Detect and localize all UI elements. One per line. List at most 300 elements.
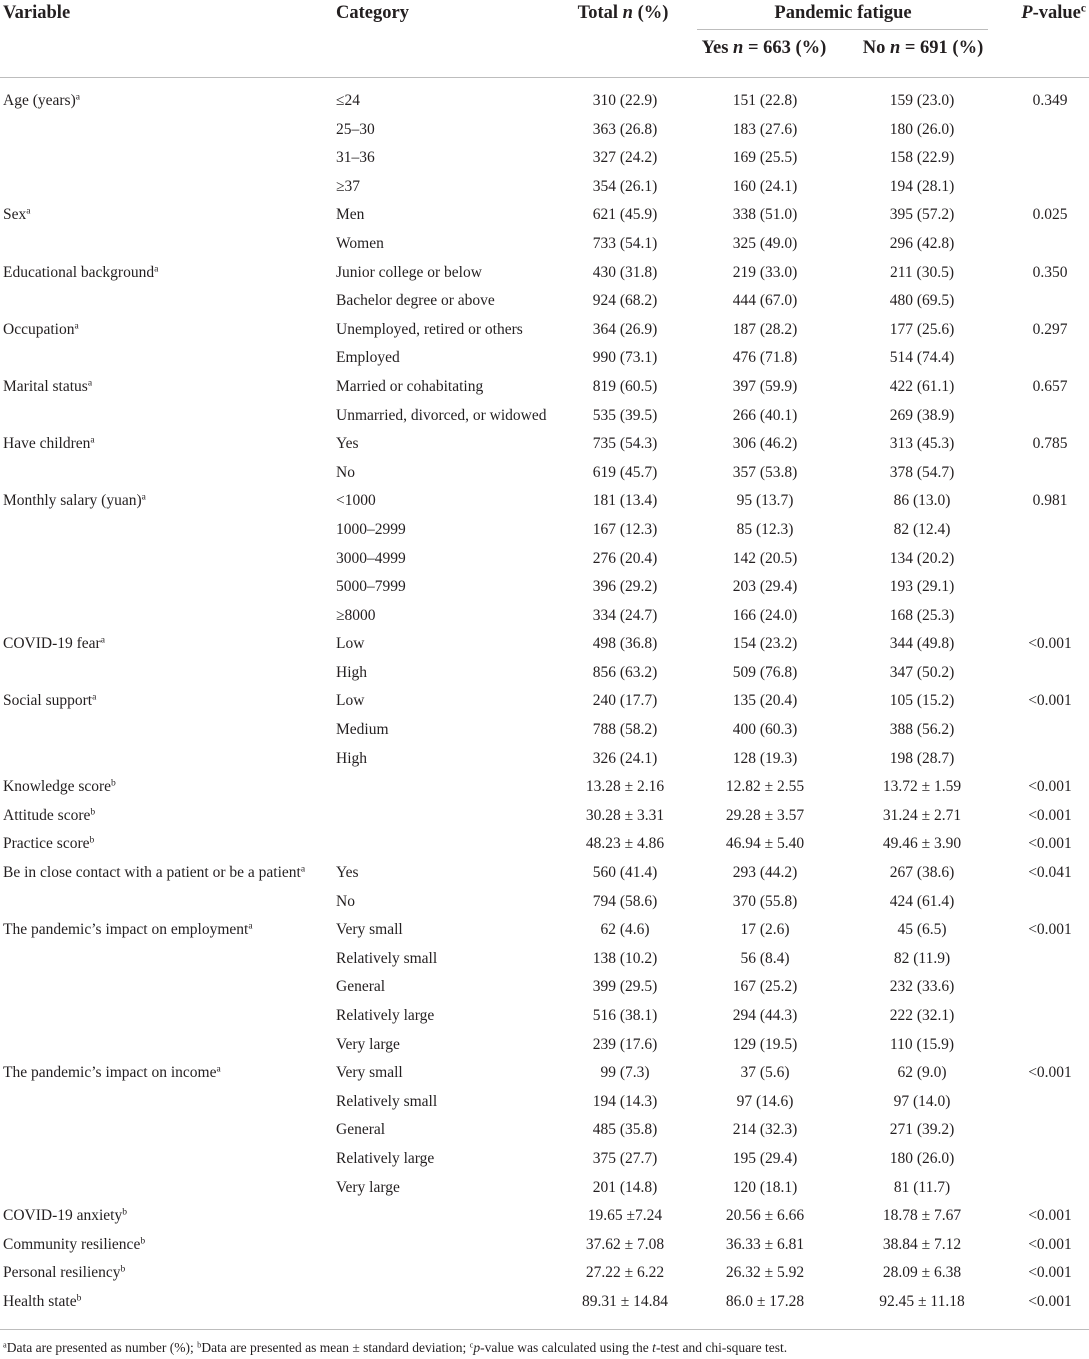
variable-name: Attitude score	[3, 806, 91, 824]
fatigue-yes-cell: 400 (60.3)	[732, 721, 798, 739]
variable-cell	[3, 687, 96, 716]
header-no-n: n	[889, 38, 901, 58]
variable-cell	[3, 316, 79, 345]
total-cell: 399 (29.5)	[592, 978, 658, 996]
total-cell: 181 (13.4)	[592, 492, 658, 510]
header-yes-n: n	[733, 38, 744, 58]
p-value-cell: 0.350	[1032, 263, 1068, 281]
variable-note: b	[76, 1292, 82, 1304]
total-cell: 560 (41.4)	[592, 864, 658, 882]
variable-note: a	[75, 91, 80, 103]
total-cell: 89.31 ± 14.84	[581, 1292, 668, 1310]
footnote-text: Data are presented as mean ± standard deviation;	[201, 1340, 470, 1355]
variable-name: The pandemic’s impact on income	[3, 1064, 217, 1082]
category-cell: Relatively large	[336, 1149, 435, 1167]
fatigue-no-cell: 424 (61.4)	[889, 892, 955, 910]
header-divider	[0, 77, 1089, 78]
category-cell: 25–30	[336, 120, 375, 138]
variable-note: b	[111, 777, 116, 789]
variable-note: a	[74, 320, 79, 332]
p-value-cell: <0.001	[1028, 1235, 1072, 1253]
fatigue-yes-cell: 167 (25.2)	[732, 978, 798, 996]
fatigue-no-cell: 313 (45.3)	[889, 435, 955, 453]
table-row	[0, 745, 1089, 774]
table-row	[0, 1059, 1089, 1088]
header-total	[543, 0, 703, 26]
fatigue-no-cell: 134 (20.2)	[889, 549, 955, 567]
total-cell: 430 (31.8)	[592, 263, 658, 281]
variable-note: a	[248, 920, 253, 932]
category-cell: Relatively small	[336, 1092, 438, 1110]
variable-name: Have children	[3, 435, 91, 453]
fatigue-no-cell: 180 (26.0)	[889, 120, 955, 138]
total-cell: 334 (24.7)	[592, 606, 658, 624]
fatigue-yes-cell: 509 (76.8)	[732, 663, 798, 681]
category-cell: No	[336, 892, 355, 910]
fatigue-yes-cell: 135 (20.4)	[732, 692, 798, 710]
total-cell: 619 (45.7)	[592, 463, 658, 481]
variable-name: Educational background	[3, 263, 155, 281]
fatigue-no-cell: 86 (13.0)	[893, 492, 951, 510]
table-row	[0, 859, 1089, 888]
fatigue-yes-cell: 166 (24.0)	[732, 606, 798, 624]
table-row	[0, 516, 1089, 545]
variable-name: COVID-19 fear	[3, 635, 101, 653]
category-cell: Unmarried, divorced, or widowed	[336, 406, 547, 424]
variable-cell	[3, 630, 105, 659]
variable-cell	[3, 430, 95, 459]
p-value-cell: <0.001	[1028, 778, 1072, 796]
category-cell: Employed	[336, 349, 400, 367]
table-row	[0, 1288, 1089, 1317]
header-no	[843, 35, 1003, 61]
total-cell: 364 (26.9)	[592, 320, 658, 338]
table-row	[0, 1202, 1089, 1231]
table-row	[0, 1145, 1089, 1174]
variable-name: Occupation	[3, 320, 75, 338]
total-cell: 201 (14.8)	[592, 1178, 658, 1196]
table-row	[0, 773, 1089, 802]
total-cell: 621 (45.9)	[592, 206, 658, 224]
table-row	[0, 602, 1089, 631]
table-row	[0, 230, 1089, 259]
total-cell: 30.28 ± 3.31	[585, 806, 665, 824]
fatigue-yes-cell: 85 (12.3)	[736, 520, 794, 538]
table-row	[0, 1231, 1089, 1260]
table-row	[0, 973, 1089, 1002]
p-value-cell: 0.297	[1032, 320, 1068, 338]
fatigue-no-cell: 38.84 ± 7.12	[882, 1235, 962, 1253]
fatigue-no-cell: 480 (69.5)	[889, 292, 955, 310]
table-row	[0, 459, 1089, 488]
fatigue-yes-cell: 444 (67.0)	[732, 292, 798, 310]
fatigue-no-cell: 378 (54.7)	[889, 463, 955, 481]
fatigue-no-cell: 18.78 ± 7.67	[882, 1207, 962, 1225]
variable-note: a	[216, 1063, 221, 1075]
variable-note: a	[100, 635, 105, 646]
fatigue-no-cell: 514 (74.4)	[889, 349, 955, 367]
variable-cell	[3, 916, 253, 945]
category-cell: Low	[336, 692, 365, 710]
table-row	[0, 1002, 1089, 1031]
total-cell: 924 (68.2)	[592, 292, 658, 310]
fatigue-no-cell: 110 (15.9)	[890, 1035, 954, 1053]
total-cell: 733 (54.1)	[592, 234, 658, 252]
category-cell: 31–36	[336, 149, 375, 167]
footnote-sup: b	[197, 1340, 202, 1350]
fatigue-no-cell: 198 (28.7)	[889, 749, 955, 767]
total-cell: 194 (14.3)	[592, 1092, 658, 1110]
total-cell: 354 (26.1)	[592, 177, 658, 195]
category-cell: 5000–7999	[336, 578, 406, 596]
category-cell: 1000–2999	[336, 520, 406, 538]
fatigue-yes-cell: 151 (22.8)	[732, 92, 798, 109]
fatigue-yes-cell: 357 (53.8)	[732, 463, 798, 481]
variable-note: b	[140, 1235, 146, 1247]
total-cell: 735 (54.3)	[592, 435, 658, 453]
fatigue-no-cell: 82 (12.4)	[893, 520, 951, 538]
table-row	[0, 144, 1089, 173]
variable-name: Monthly salary (yuan)	[3, 492, 142, 510]
variable-note: a	[92, 692, 97, 704]
total-cell: 37.62 ± 7.08	[585, 1235, 665, 1253]
fatigue-yes-cell: 86.0 ± 17.28	[725, 1292, 805, 1310]
variable-cell	[3, 487, 146, 516]
table-row	[0, 287, 1089, 316]
p-value-cell: <0.001	[1028, 635, 1072, 653]
fatigue-no-cell: 194 (28.1)	[889, 177, 955, 195]
fatigue-yes-cell: 20.56 ± 6.66	[725, 1207, 805, 1225]
category-cell: Relatively small	[336, 949, 438, 967]
fatigue-yes-cell: 36.33 ± 6.81	[725, 1235, 805, 1253]
category-cell: High	[336, 749, 367, 767]
p-value-cell: <0.001	[1028, 1207, 1072, 1225]
fatigue-no-cell: 62 (9.0)	[897, 1064, 947, 1082]
variable-cell	[3, 1259, 125, 1288]
fatigue-no-cell: 92.45 ± 11.18	[879, 1292, 965, 1310]
variable-cell	[3, 830, 94, 859]
table-row	[0, 945, 1089, 974]
p-value-cell: <0.001	[1028, 921, 1072, 939]
variable-note: a	[87, 377, 93, 389]
p-value-cell: <0.001	[1028, 1264, 1072, 1282]
category-cell: <1000	[336, 492, 376, 510]
footnote-sup: c	[469, 1340, 474, 1350]
header-variable: Variable	[3, 3, 71, 23]
fatigue-no-cell: 159 (23.0)	[889, 92, 955, 109]
total-cell: 326 (24.1)	[592, 749, 658, 767]
fatigue-yes-cell: 26.32 ± 5.92	[725, 1264, 805, 1282]
fatigue-yes-cell: 37 (5.6)	[740, 1064, 790, 1082]
variable-cell	[3, 87, 80, 116]
variable-note: a	[300, 863, 306, 875]
total-cell: 375 (27.7)	[592, 1149, 658, 1167]
fatigue-no-cell: 82 (11.9)	[893, 949, 951, 967]
fatigue-no-cell: 193 (29.1)	[889, 578, 955, 596]
fatigue-yes-cell: 293 (44.2)	[732, 864, 798, 882]
total-cell: 138 (10.2)	[592, 949, 658, 967]
category-cell: Women	[336, 234, 384, 252]
footnote-text: Data are presented as number (%);	[6, 1340, 198, 1355]
fatigue-no-cell: 49.46 ± 3.90	[882, 835, 962, 853]
category-cell: ≥37	[336, 177, 361, 195]
header-total-n: n	[622, 3, 633, 23]
fatigue-no-cell: 388 (56.2)	[889, 721, 955, 739]
fatigue-yes-cell: 294 (44.3)	[732, 1007, 798, 1024]
total-cell: 62 (4.6)	[600, 921, 650, 939]
table-row	[0, 259, 1089, 288]
variable-name: Be in close contact with a patient or be a patient	[3, 864, 301, 882]
variable-note: a	[141, 492, 146, 504]
fatigue-yes-cell: 266 (40.1)	[732, 406, 798, 424]
table-row	[0, 1174, 1089, 1203]
category-cell: Relatively large	[336, 1007, 435, 1024]
fatigue-no-cell: 422 (61.1)	[889, 377, 955, 395]
footnote-italic: t	[652, 1340, 656, 1355]
fatigue-yes-cell: 29.28 ± 3.57	[725, 806, 805, 824]
fatigue-yes-cell: 129 (19.5)	[732, 1035, 798, 1053]
total-cell: 363 (26.8)	[592, 120, 658, 138]
total-cell: 276 (20.4)	[592, 549, 658, 567]
category-cell: Yes	[336, 864, 359, 882]
variable-name: Community resilience	[3, 1235, 141, 1253]
group-underline	[697, 29, 988, 30]
p-value-cell: 0.981	[1032, 492, 1068, 510]
table-row	[0, 659, 1089, 688]
variable-note: a	[90, 434, 95, 446]
p-value-cell: <0.001	[1028, 1064, 1072, 1082]
fatigue-yes-cell: 154 (23.2)	[732, 635, 798, 653]
fatigue-yes-cell: 476 (71.8)	[732, 349, 798, 367]
fatigue-no-cell: 232 (33.6)	[889, 978, 955, 996]
table-row	[0, 87, 1089, 116]
table-row	[0, 316, 1089, 345]
total-cell: 516 (38.1)	[592, 1007, 658, 1024]
header-p-post: -value	[1032, 3, 1081, 23]
category-cell: 3000–4999	[336, 549, 406, 567]
variable-name: Practice score	[3, 835, 90, 853]
variable-cell	[3, 859, 305, 888]
variable-name: Marital status	[3, 377, 88, 395]
variable-cell	[3, 1059, 221, 1088]
total-cell: 856 (63.2)	[592, 663, 658, 681]
fatigue-yes-cell: 203 (29.4)	[732, 578, 798, 596]
variable-cell	[3, 373, 92, 402]
category-cell: General	[336, 1121, 386, 1139]
fatigue-no-cell: 158 (22.9)	[889, 149, 955, 167]
table-row	[0, 402, 1089, 431]
header-p-sup: c	[1080, 2, 1086, 15]
p-value-cell: <0.001	[1028, 835, 1072, 853]
total-cell: 485 (35.8)	[592, 1121, 658, 1139]
fatigue-yes-cell: 214 (32.3)	[732, 1121, 798, 1139]
fatigue-yes-cell: 17 (2.6)	[740, 921, 790, 939]
p-value-cell: <0.001	[1028, 692, 1072, 710]
table-row	[0, 373, 1089, 402]
total-cell: 788 (58.2)	[592, 721, 658, 739]
variable-name: Age (years)	[3, 92, 76, 109]
header-yes-post: = 663 (%)	[743, 38, 827, 58]
header-yes-pre: Yes	[701, 38, 734, 58]
table-row	[0, 1031, 1089, 1060]
fatigue-no-cell: 105 (15.2)	[889, 692, 955, 710]
variable-name: Personal resiliency	[3, 1264, 121, 1282]
table-row	[0, 916, 1089, 945]
header-no-post: = 691 (%)	[900, 38, 984, 58]
total-cell: 48.23 ± 4.86	[585, 835, 665, 853]
table-row	[0, 201, 1089, 230]
p-value-cell: <0.001	[1028, 1292, 1072, 1310]
category-cell: Very small	[336, 921, 403, 939]
total-cell: 240 (17.7)	[592, 692, 658, 710]
category-cell: ≤24	[336, 92, 361, 109]
table-row	[0, 888, 1089, 917]
variable-name: Social support	[3, 692, 93, 710]
header-p-italic: P	[1021, 3, 1033, 23]
category-cell: High	[336, 663, 367, 681]
header-total-pre: Total	[577, 3, 623, 23]
variable-cell	[3, 1231, 145, 1260]
total-cell: 327 (24.2)	[592, 149, 658, 167]
total-cell: 19.65 ±7.24	[587, 1207, 663, 1225]
category-cell: Yes	[336, 435, 359, 453]
table-row	[0, 116, 1089, 145]
total-cell: 535 (39.5)	[592, 406, 658, 424]
header-p-value	[990, 0, 1086, 26]
variable-note: b	[89, 835, 95, 847]
table-row	[0, 687, 1089, 716]
category-cell: General	[336, 978, 386, 996]
table-body	[0, 87, 1089, 1317]
total-cell: 99 (7.3)	[600, 1064, 650, 1082]
variable-note: b	[120, 1264, 126, 1276]
category-cell: Very large	[336, 1035, 400, 1053]
fatigue-no-cell: 222 (32.1)	[889, 1007, 955, 1024]
table-row	[0, 173, 1089, 202]
category-cell: Low	[336, 635, 365, 653]
table-row	[0, 1088, 1089, 1117]
fatigue-no-cell: 344 (49.8)	[889, 635, 955, 653]
total-cell: 990 (73.1)	[592, 349, 658, 367]
total-cell: 13.28 ± 2.16	[585, 778, 665, 796]
fatigue-no-cell: 271 (39.2)	[889, 1121, 955, 1139]
table-footnote	[3, 1338, 1083, 1358]
total-cell: 498 (36.8)	[592, 635, 658, 653]
fatigue-no-cell: 211 (30.5)	[890, 263, 954, 281]
variable-name: The pandemic’s impact on employment	[3, 921, 249, 939]
table-row	[0, 802, 1089, 831]
footnote-text: -test and chi-square test.	[655, 1340, 788, 1355]
fatigue-no-cell: 28.09 ± 6.38	[882, 1264, 962, 1282]
table-row	[0, 830, 1089, 859]
table-row	[0, 487, 1089, 516]
fatigue-yes-cell: 142 (20.5)	[732, 549, 798, 567]
footnote-italic: p	[473, 1340, 481, 1355]
variable-note: a	[154, 263, 159, 275]
category-cell: Very small	[336, 1064, 403, 1082]
fatigue-yes-cell: 56 (8.4)	[740, 949, 790, 967]
fatigue-no-cell: 168 (25.3)	[889, 606, 955, 624]
category-cell: Unemployed, retired or others	[336, 320, 523, 338]
total-cell: 239 (17.6)	[592, 1035, 658, 1053]
fatigue-yes-cell: 195 (29.4)	[732, 1149, 798, 1167]
fatigue-yes-cell: 187 (28.2)	[732, 320, 798, 338]
category-cell: ≥8000	[336, 606, 376, 624]
total-cell: 794 (58.6)	[592, 892, 658, 910]
footnote-sup: a	[3, 1340, 7, 1350]
fatigue-yes-cell: 128 (19.3)	[732, 749, 798, 767]
fatigue-no-cell: 97 (14.0)	[893, 1092, 951, 1110]
p-value-cell: 0.657	[1032, 377, 1068, 395]
category-cell: Medium	[336, 721, 389, 739]
category-cell: Bachelor degree or above	[336, 292, 495, 310]
header-no-pre: No	[862, 38, 890, 58]
variable-cell	[3, 1202, 127, 1231]
total-cell: 310 (22.9)	[592, 92, 658, 109]
variable-name: COVID-19 anxiety	[3, 1207, 123, 1225]
fatigue-no-cell: 269 (38.9)	[889, 406, 955, 424]
category-cell: No	[336, 463, 355, 481]
p-value-cell: 0.349	[1032, 92, 1068, 109]
footnote-text: -value was calculated using the	[480, 1340, 653, 1355]
variable-note: b	[122, 1206, 128, 1218]
fatigue-yes-cell: 46.94 ± 5.40	[725, 835, 805, 853]
fatigue-no-cell: 45 (6.5)	[897, 921, 947, 939]
total-cell: 819 (60.5)	[592, 377, 658, 395]
header-pandemic-fatigue: Pandemic fatigue	[774, 3, 912, 23]
table-row	[0, 630, 1089, 659]
table-bottom-rule	[0, 1329, 1089, 1330]
fatigue-no-cell: 177 (25.6)	[889, 320, 955, 338]
table-row	[0, 573, 1089, 602]
fatigue-yes-cell: 325 (49.0)	[732, 234, 798, 252]
header-yes	[684, 35, 844, 61]
variable-name: Sex	[3, 206, 27, 224]
variable-cell	[3, 201, 31, 230]
category-cell: Men	[336, 206, 365, 224]
table-row	[0, 1116, 1089, 1145]
total-cell: 27.22 ± 6.22	[585, 1264, 665, 1282]
total-cell: 167 (12.3)	[592, 520, 658, 538]
variable-cell	[3, 259, 158, 288]
category-cell: Married or cohabitating	[336, 377, 484, 395]
fatigue-no-cell: 13.72 ± 1.59	[882, 778, 962, 796]
variable-note: b	[90, 806, 96, 818]
p-value-cell: 0.785	[1032, 435, 1068, 453]
variable-name: Health state	[3, 1292, 77, 1310]
fatigue-yes-cell: 219 (33.0)	[732, 263, 798, 281]
fatigue-no-cell: 395 (57.2)	[889, 206, 955, 224]
header-total-post: (%)	[632, 3, 669, 23]
fatigue-no-cell: 180 (26.0)	[889, 1149, 955, 1167]
variable-note: a	[26, 206, 31, 218]
p-value-cell: 0.025	[1032, 206, 1068, 224]
fatigue-yes-cell: 97 (14.6)	[736, 1092, 794, 1110]
fatigue-yes-cell: 370 (55.8)	[732, 892, 798, 910]
fatigue-no-cell: 81 (11.7)	[893, 1178, 951, 1196]
fatigue-yes-cell: 169 (25.5)	[732, 149, 798, 167]
fatigue-yes-cell: 397 (59.9)	[732, 377, 798, 395]
table-row	[0, 1259, 1089, 1288]
fatigue-no-cell: 267 (38.6)	[889, 864, 955, 882]
fatigue-yes-cell: 338 (51.0)	[732, 206, 798, 224]
variable-cell	[3, 773, 116, 802]
header-category: Category	[336, 3, 409, 23]
table-row	[0, 716, 1089, 745]
category-cell: Very large	[336, 1178, 400, 1196]
category-cell: Junior college or below	[336, 263, 482, 281]
p-value-cell: <0.041	[1028, 864, 1072, 882]
